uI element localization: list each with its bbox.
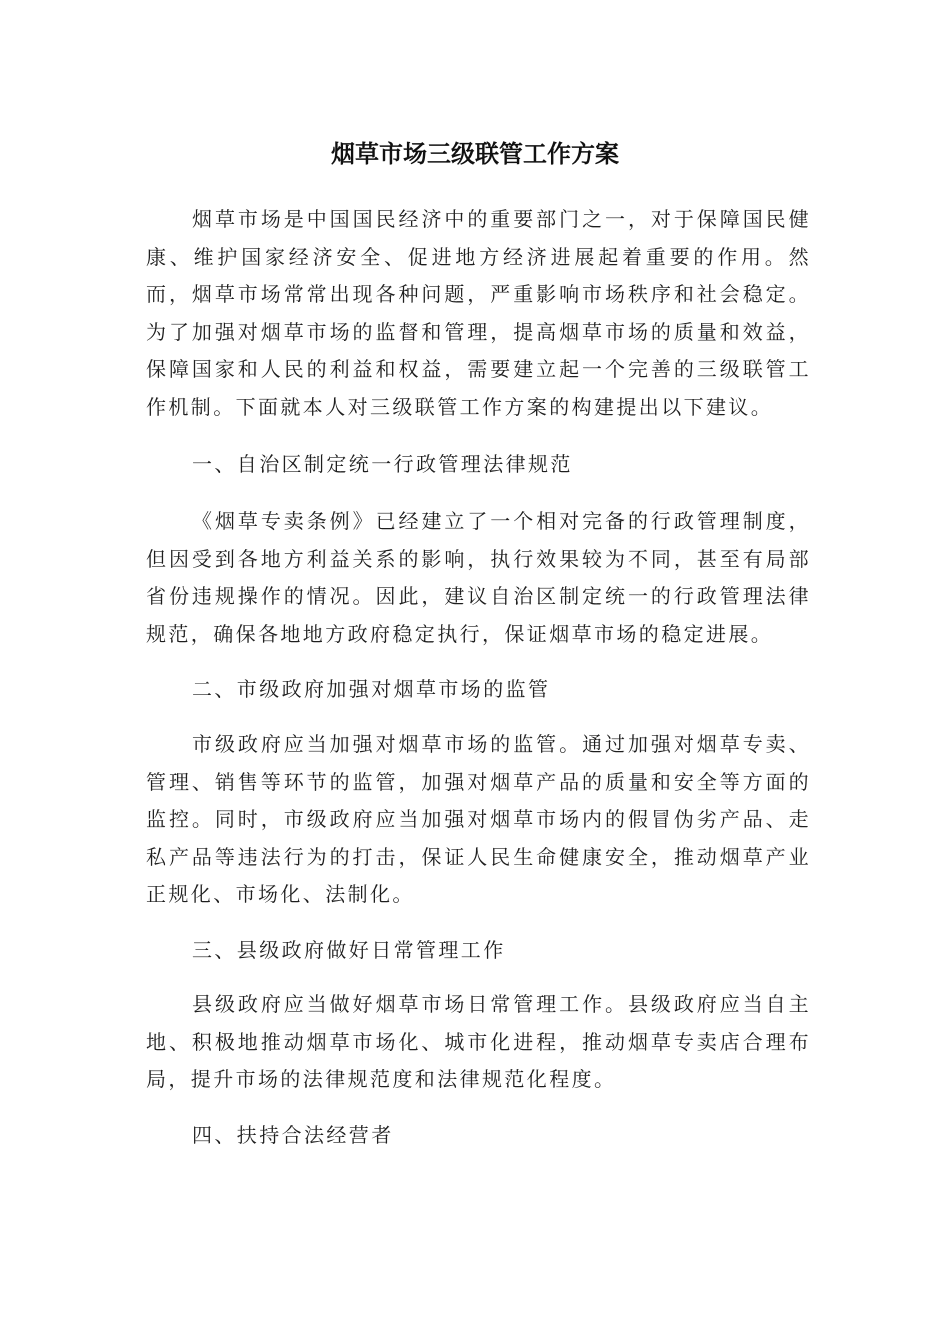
section-2-heading: 二、市级政府加强对烟草市场的监管	[192, 677, 551, 701]
section-3-body: 县级政府应当做好烟草市场日常管理工作。县级政府应当自主地、积极地推动烟草市场化、城市化进程，推动烟草专卖店合理布局，提升市场的法律规范度和法律规范化程度。	[146, 992, 811, 1091]
section-3-heading: 三、县级政府做好日常管理工作	[192, 938, 506, 962]
section-1-heading: 一、自治区制定统一行政管理法律规范	[192, 452, 573, 476]
section-4-heading: 四、扶持合法经营者	[192, 1123, 394, 1147]
section-2-body: 市级政府应当加强对烟草市场的监管。通过加强对烟草专卖、管理、销售等环节的监管，加强对烟草产品的质量和安全等方面的监控。同时，市级政府应当加强对烟草市场内的假冒伪劣产品、走私产品等违法行为的打击，保证人民生命健康安全，推动烟草产业正规化、市场化、法制化。	[146, 732, 811, 906]
intro-paragraph: 烟草市场是中国国民经济中的重要部门之一，对于保障国民健康、维护国家经济安全、促进地方经济进展起着重要的作用。然而，烟草市场常常出现各种问题，严重影响市场秩序和社会稳定。为了加强对烟草市场的监督和管理，提高烟草市场的质量和效益，保障国家和人民的利益和权益，需要建立起一个完善的三级联管工作机制。下面就本人对三级联管工作方案的构建提出以下建议。	[146, 207, 811, 419]
section-1-body: 《烟草专卖条例》已经建立了一个相对完备的行政管理制度，但因受到各地方利益关系的影响，执行效果较为不同，甚至有局部省份违规操作的情况。因此，建议自治区制定统一的行政管理法律规范，确保各地地方政府稳定执行，保证烟草市场的稳定进展。	[146, 509, 811, 646]
document-title: 烟草市场三级联管工作方案	[331, 140, 619, 168]
